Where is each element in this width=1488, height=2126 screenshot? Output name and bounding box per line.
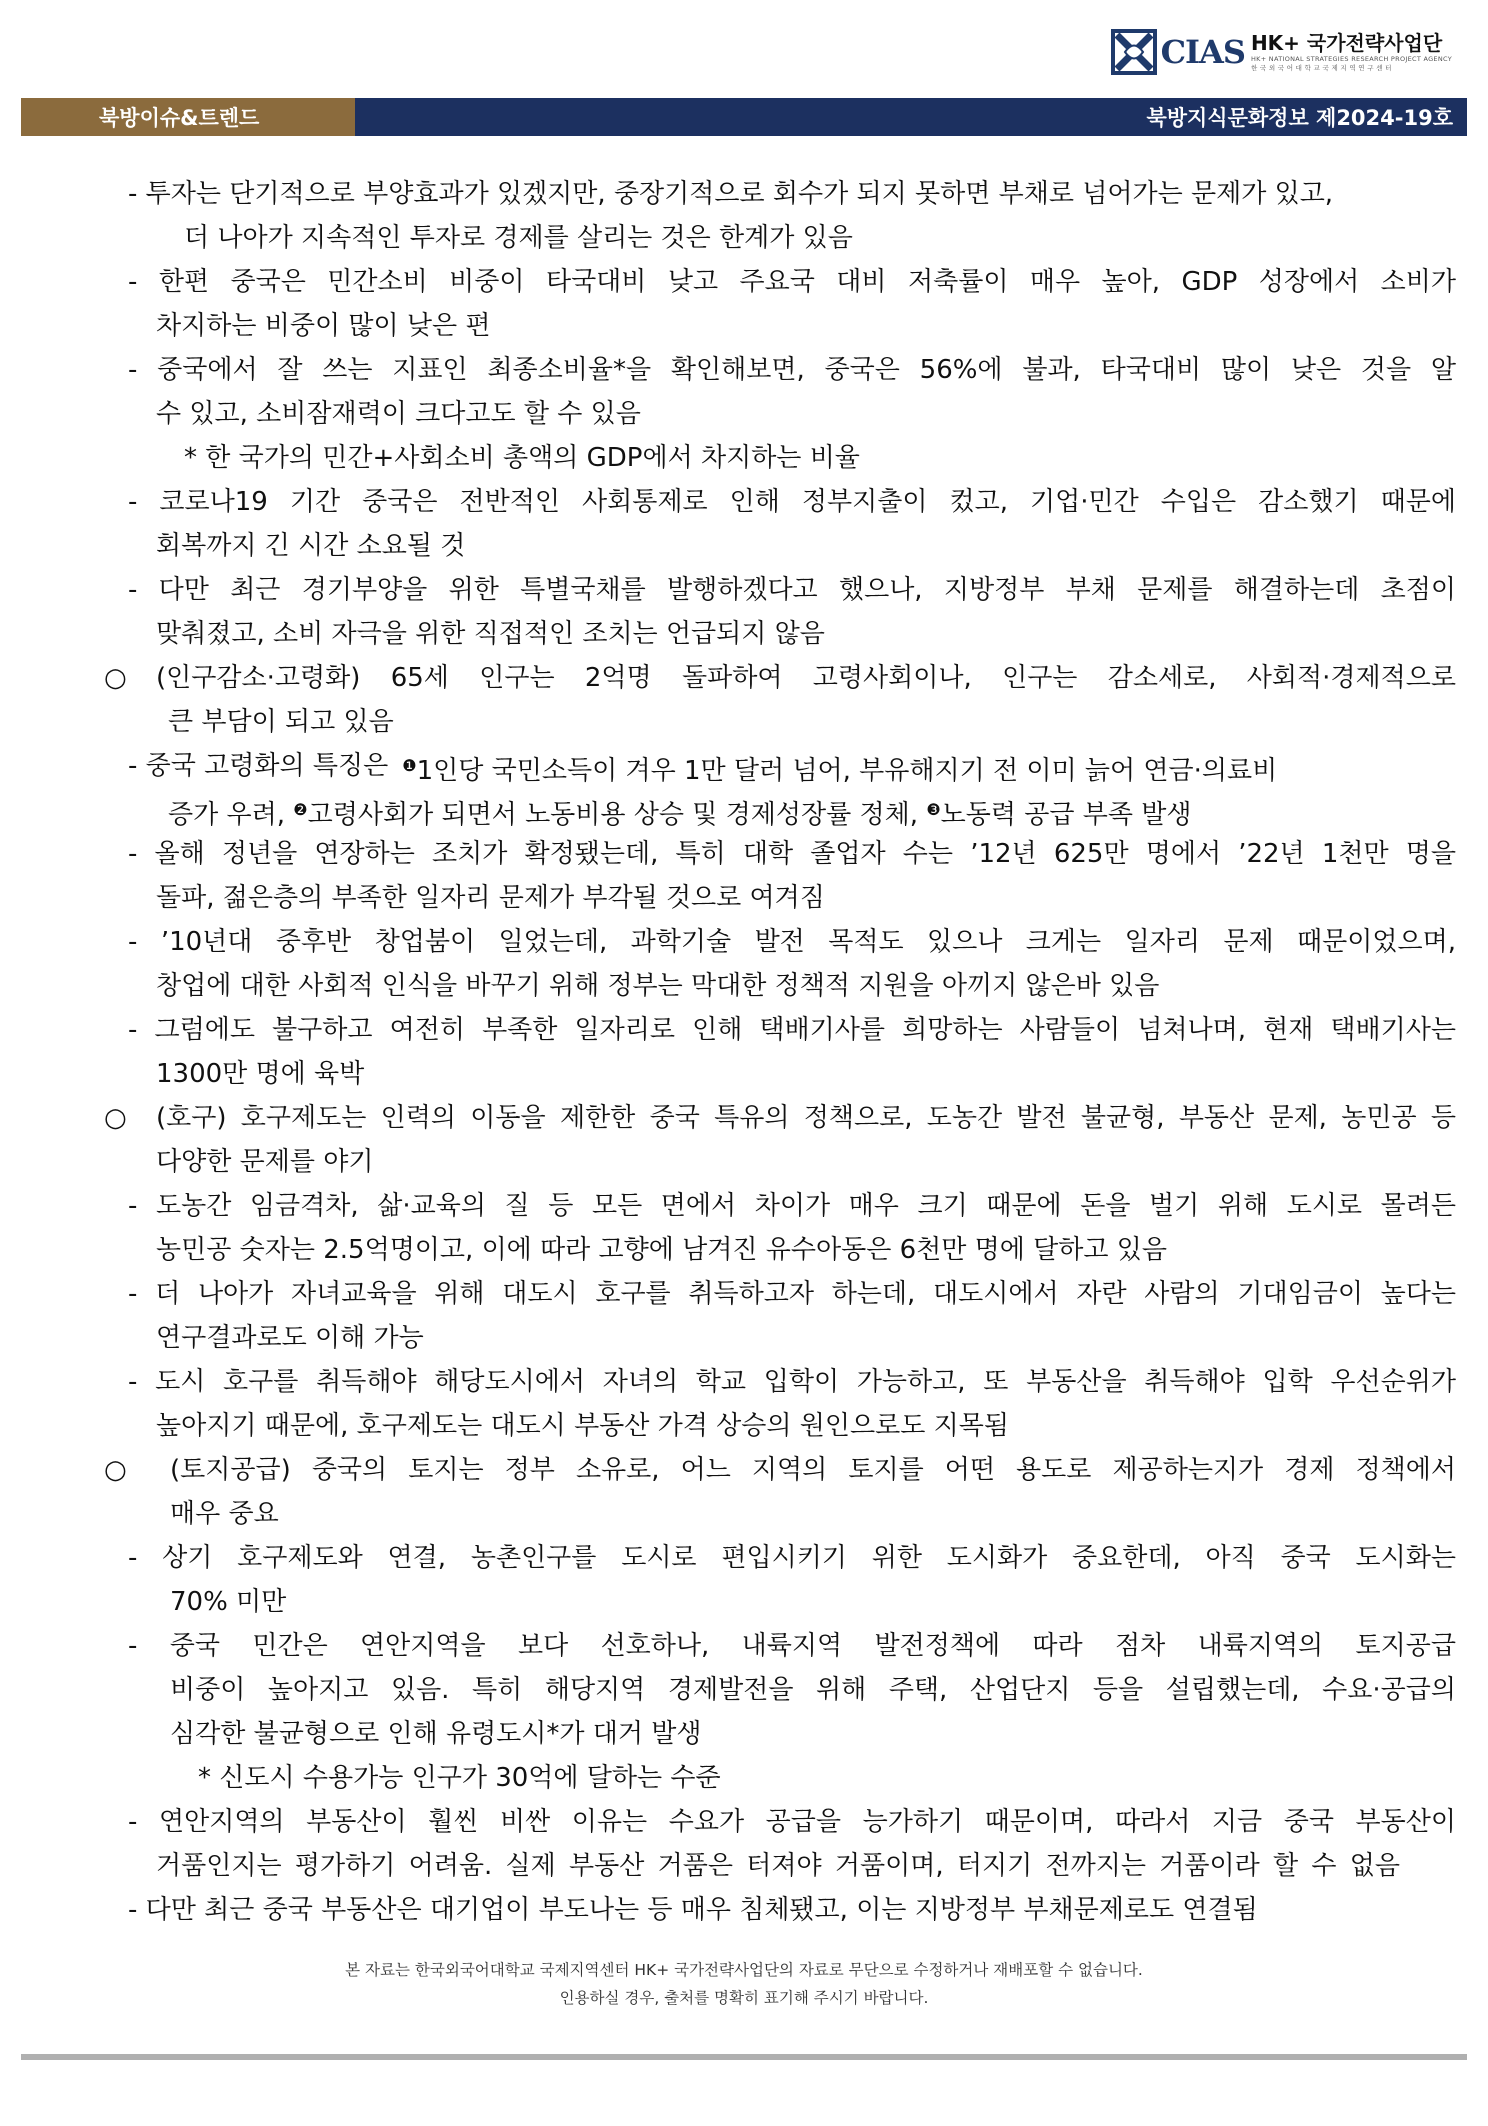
text-line: - 올해 정년을 연장하는 조치가 확정됐는데, 특히 대학 졸업자 수는 ’12년 625만 명에서 ’22년 1천만 명을 — [128, 839, 1456, 869]
text-line: 농민공 숫자는 2.5억명이고, 이에 따라 고향에 남겨진 유수아동은 6천만 명에 달하고 있음 — [156, 1235, 1168, 1265]
text-segment: 1인당 국민소득이 겨우 1만 달러 넘어, 부유해지기 전 이미 늙어 연금·의료비 — [416, 756, 1278, 786]
text-line: 회복까지 긴 시간 소요될 것 — [156, 531, 466, 561]
section-bullet-icon: ○ — [104, 1103, 127, 1133]
section-banner — [21, 98, 1467, 136]
text-line: - 연안지역의 부동산이 훨씬 비싼 이유는 수요가 공급을 능가하기 때문이며, 따라서 지금 중국 부동산이 — [128, 1807, 1456, 1837]
text-segment-group — [402, 744, 1456, 788]
org-subtitle-ko: 한 국 외 국 어 대 학 교 국 제 지 역 연 구 센 터 — [1250, 64, 1392, 72]
text-line: - 더 나아가 자녀교육을 위해 대도시 호구를 취득하고자 하는데, 대도시에서 자란 사람의 기대임금이 높다는 — [128, 1279, 1456, 1309]
text-line: 1300만 명에 육박 — [156, 1059, 365, 1089]
text-segment: 노동력 공급 부족 발생 — [940, 800, 1192, 830]
text-line: 비중이 높아지고 있음. 특히 해당지역 경제발전을 위해 주택, 산업단지 등을 설립했는데, 수요·공급의 — [170, 1675, 1456, 1705]
footer-line-1: 본 자료는 한국외국어대학교 국제지역센터 HK+ 국가전략사업단의 자료로 무단으로 수정하거나 재배포할 수 없습니다. — [345, 1961, 1143, 1979]
text-segment: 고령사회가 되면서 노동비용 상승 및 경제성장률 정체, — [307, 800, 919, 830]
text-segment: 증가 우려, — [168, 800, 285, 830]
text-line: 돌파, 젊은층의 부족한 일자리 문제가 부각될 것으로 여겨짐 — [156, 883, 825, 913]
footer-divider — [21, 2054, 1467, 2060]
footer-line-2: 인용하실 경우, 출처를 명확히 표기해 주시기 바랍니다. — [559, 1989, 929, 2007]
logo-text: CIAS — [1160, 33, 1245, 71]
text-line: - 도농간 임금격차, 삶·교육의 질 등 모든 면에서 차이가 매우 크기 때문에 돈을 벌기 위해 도시로 몰려든 — [128, 1191, 1456, 1221]
text-line: 차지하는 비중이 많이 낮은 편 — [156, 311, 491, 341]
text-line: - 그럼에도 불구하고 여전히 부족한 일자리로 인해 택배기사를 희망하는 사람들이 넘쳐나며, 현재 택배기사는 — [128, 1015, 1456, 1045]
text-line: 높아지기 때문에, 호구제도는 대도시 부동산 가격 상승의 원인으로도 지목됨 — [156, 1411, 1009, 1441]
text-line: - 다만 최근 경기부양을 위한 특별국채를 발행하겠다고 했으나, 지방정부 부채 문제를 해결하는데 초점이 — [128, 575, 1456, 605]
text-line-composite — [128, 744, 1456, 788]
banner-issue-number: 북방지식문화정보 제2024-19호 — [355, 98, 1467, 136]
text-line: 거품인지는 평가하기 어려움. 실제 부동산 거품은 터져야 거품이며, 터지기 전까지는 거품이라 할 수 없음 — [156, 1851, 1400, 1881]
text-line: 수 있고, 소비잠재력이 크다고도 할 수 있음 — [156, 399, 641, 429]
text-line: 매우 중요 — [170, 1499, 279, 1529]
banner-category: 북방이슈&트렌드 — [21, 98, 355, 136]
text-segment: - 중국 고령화의 특징은 — [128, 751, 389, 781]
cias-emblem-icon — [1111, 29, 1157, 75]
text-line-composite — [168, 788, 1191, 832]
text-line: - 도시 호구를 취득해야 해당도시에서 자녀의 학교 입학이 가능하고, 또 부동산을 취득해야 입학 우선순위가 — [128, 1367, 1456, 1397]
section-bullet-icon: ○ — [104, 663, 127, 693]
cias-logo — [1111, 26, 1452, 78]
text-line: - 한편 중국은 민간소비 비중이 타국대비 낮고 주요국 대비 저축률이 매우 높아, GDP 성장에서 소비가 — [128, 267, 1456, 297]
text-line: 큰 부담이 되고 있음 — [168, 707, 394, 737]
text-line: - 중국 민간은 연안지역을 보다 선호하나, 내륙지역 발전정책에 따라 점차 내륙지역의 토지공급 — [128, 1631, 1456, 1661]
text-line: - 코로나19 기간 중국은 전반적인 사회통제로 인해 정부지출이 컸고, 기업·민간 수입은 감소했기 때문에 — [128, 487, 1456, 517]
text-line: - 투자는 단기적으로 부양효과가 있겠지만, 중장기적으로 회수가 되지 못하면 부채로 넘어가는 문제가 있고, — [128, 179, 1334, 209]
text-line: - 다만 최근 중국 부동산은 대기업이 부도나는 등 매우 침체됐고, 이는 지방정부 부채문제로도 연결됨 — [128, 1895, 1258, 1925]
text-line: - 상기 호구제도와 연결, 농촌인구를 도시로 편입시키기 위한 도시화가 중요한데, 아직 중국 도시화는 — [128, 1543, 1456, 1573]
section-heading-line: (토지공급) 중국의 토지는 정부 소유로, 어느 지역의 토지를 어떤 용도로 제공하는지가 경제 정책에서 — [170, 1455, 1456, 1485]
number-marker-2: ❷ — [293, 800, 308, 819]
copyright-footer — [0, 1956, 1488, 2012]
text-line: 심각한 불균형으로 인해 유령도시*가 대거 발생 — [170, 1719, 702, 1749]
text-line: 다양한 문제를 야기 — [156, 1147, 374, 1177]
text-line: 창업에 대한 사회적 인식을 바꾸기 위해 정부는 막대한 정책적 지원을 아끼지 않은바 있음 — [156, 971, 1160, 1001]
footnote-line: * 신도시 수용가능 인구가 30억에 달하는 수준 — [198, 1763, 721, 1793]
section-bullet-icon: ○ — [104, 1455, 127, 1485]
section-heading-line: (호구) 호구제도는 인력의 이동을 제한한 중국 특유의 정책으로, 도농간 발전 불균형, 부동산 문제, 농민공 등 — [156, 1103, 1456, 1133]
text-line: 70% 미만 — [170, 1587, 287, 1617]
text-line: - ’10년대 중후반 창업붐이 일었는데, 과학기술 발전 목적도 있으나 크게는 일자리 문제 때문이었으며, — [128, 927, 1456, 957]
text-line: - 중국에서 잘 쓰는 지표인 최종소비율*을 확인해보면, 중국은 56%에 불과, 타국대비 많이 낮은 것을 알 — [128, 355, 1456, 385]
text-line: 맞춰졌고, 소비 자극을 위한 직접적인 조치는 언급되지 않음 — [156, 619, 825, 649]
footnote-line: * 한 국가의 민간+사회소비 총액의 GDP에서 차지하는 비율 — [184, 443, 860, 473]
number-marker-1: ❶ — [402, 756, 417, 775]
org-title: HK+ 국가전략사업단 — [1250, 30, 1443, 55]
number-marker-3: ❸ — [926, 800, 941, 819]
section-heading-line: (인구감소·고령화) 65세 인구는 2억명 돌파하여 고령사회이나, 인구는 감소세로, 사회적·경제적으로 — [156, 663, 1456, 693]
org-subtitle-en: HK+ NATIONAL STRATEGIES RESEARCH PROJECT AGENCY — [1250, 54, 1452, 63]
text-line: 연구결과로도 이해 가능 — [156, 1323, 424, 1353]
text-line: 더 나아가 지속적인 투자로 경제를 살리는 것은 한계가 있음 — [184, 223, 853, 253]
